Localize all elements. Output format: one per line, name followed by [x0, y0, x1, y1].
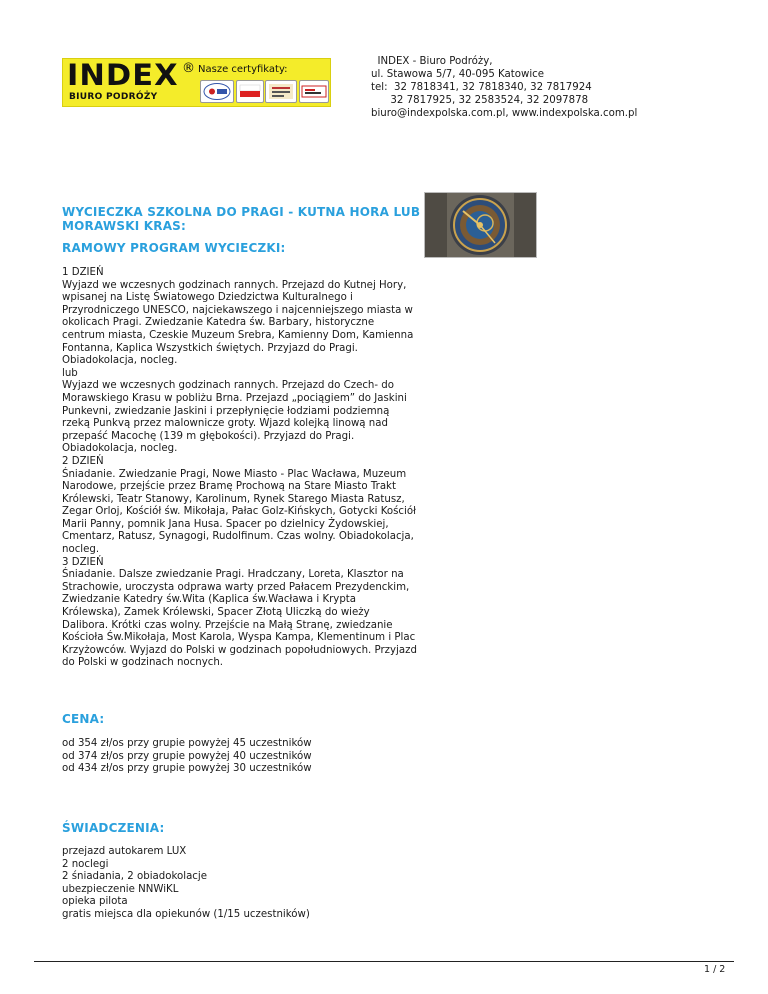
service-item: 2 noclegi: [62, 858, 109, 870]
program-text: [62, 267, 417, 670]
contact-line: 32 7817925, 32 2583524, 32 2097878: [371, 95, 589, 106]
contact-info: [371, 55, 637, 120]
services-heading: ŚWIADCZENIA:: [62, 821, 165, 835]
price-line: od 374 zł/os przy grupie powyżej 40 uczestników: [62, 750, 312, 762]
certificate-badge-polish-icon: [265, 80, 297, 103]
price-line: od 434 zł/os przy grupie powyżej 30 uczestników: [62, 763, 312, 775]
program-day-label: 3 DZIEŃ: [62, 556, 104, 568]
price-line: od 354 zł/os przy grupie powyżej 45 uczestników: [62, 738, 312, 749]
footer-divider: [34, 961, 734, 962]
logo-brand: INDEX: [67, 58, 179, 92]
service-item: przejazd autokarem LUX: [62, 846, 187, 857]
company-logo: [62, 58, 331, 107]
page-number: 1 / 2: [704, 964, 726, 975]
program-paragraph: Wyjazd we wczesnych godzinach rannych. Przejazd do Kutnej Hory, wpisanej na Listę Światowego Dziedzictwa Kulturalnego i Przyrodniczego UNESCO, najciekawszego i najcenniejszego miasta w okolicach Pragi. Zwiedzanie Katedra św. Barbary, historyczne centrum miasta, Czeskie Muzeum Srebra, Kamienny Dom, Kamienna Fontanna, Kaplica Wszystkich świętych. Przyjazd do Pragi. Obiadokolacja, nocleg.: [62, 279, 414, 367]
page-title: WYCIECZKA SZKOLNA DO PRAGI - KUTNA HORA LUB MORAWSKI KRAS:: [62, 205, 421, 233]
service-item: gratis miejsca dla opiekunów (1/15 uczestników): [62, 908, 310, 920]
service-item: opieka pilota: [62, 896, 128, 908]
contact-line: INDEX - Biuro Podróży,: [371, 56, 493, 67]
price-heading: CENA:: [62, 712, 105, 726]
certificate-badge-pit-icon: [200, 80, 234, 103]
program-paragraph: Wyjazd we wczesnych godzinach rannych. Przejazd do Czech- do Morawskiego Krasu w pobliżu Brna. Przejazd „pociągiem” do Jaskini Punkevni, zwiedzanie Jaskini i przepłynięcie łodziami podziemną rzeką Punkvą przez malownicze groty. Wjazd kolejką linową nad przepaść Macochę (139 m głębokości). Przyjazd do Pragi. Obiadokolacja, nocleg.: [62, 380, 407, 455]
service-item: 2 śniadania, 2 obiadokolacje: [62, 871, 208, 883]
logo-certificates-label: Nasze certyfikaty:: [198, 64, 288, 75]
price-list: [62, 738, 462, 776]
services-list: [62, 846, 462, 922]
certificate-badge-flag-icon: [236, 80, 264, 103]
program-paragraph: Śniadanie. Dalsze zwiedzanie Pragi. Hradczany, Loreta, Klasztor na Strachowie, uroczysta odprawa warty przed Pałacem Prezydenckim, Zwiedzanie Katedry św.Wita (Kaplica św.Wacława i Krypta Królewska), Zamek Królewski, Spacer Złotą Uliczką do wieży Dalibora. Krótki czas wolny. Przejście na Małą Stranę, zwiedzanie Kościoła Św.Mikołaja, Most Karola, Wyspa Kampa, Klementinum i Plac Krzyżowców. Wyjazd do Polski w godzinach popołudniowych. Przyjazd do Polski w godzinach nocnych.: [62, 569, 417, 669]
contact-line: tel: 32 7818341, 32 7818340, 32 7817924: [371, 82, 592, 93]
program-heading: RAMOWY PROGRAM WYCIECZKI:: [62, 241, 286, 255]
program-day-label: 2 DZIEŃ: [62, 455, 104, 467]
program-day-label: 1 DZIEŃ: [62, 267, 104, 278]
program-alternative-label: lub: [62, 367, 78, 379]
contact-line: ul. Stawowa 5/7, 40-095 Katowice: [371, 69, 545, 80]
certificate-badge-wide-icon: [299, 80, 329, 103]
logo-registered-mark: ®: [182, 61, 195, 76]
prague-astronomical-clock-photo: [424, 192, 537, 258]
logo-subtitle: BIURO PODRÓŻY: [69, 92, 158, 102]
program-paragraph: Śniadanie. Zwiedzanie Pragi, Nowe Miasto - Plac Wacława, Muzeum Narodowe, przejście przez Bramę Prochową na Stare Miasto Trakt Królewski, Teatr Stanowy, Karolinum, Rynek Starego Miasta Ratusz, Zegar Orloj, Kościół św. Mikołaja, Pałac Golz-Kińskych, Gotycki Kościół Marii Panny, pomnik Jana Husa. Spacer po dzielnicy Żydowskiej, Cmentarz, Ratusz, Synagogi, Rudolfinum. Czas wolny. Obiadokolacja, nocleg.: [62, 468, 416, 556]
contact-line: biuro@indexpolska.com.pl, www.indexpolska.com.pl: [371, 108, 638, 119]
service-item: ubezpieczenie NNWiKL: [62, 883, 179, 895]
